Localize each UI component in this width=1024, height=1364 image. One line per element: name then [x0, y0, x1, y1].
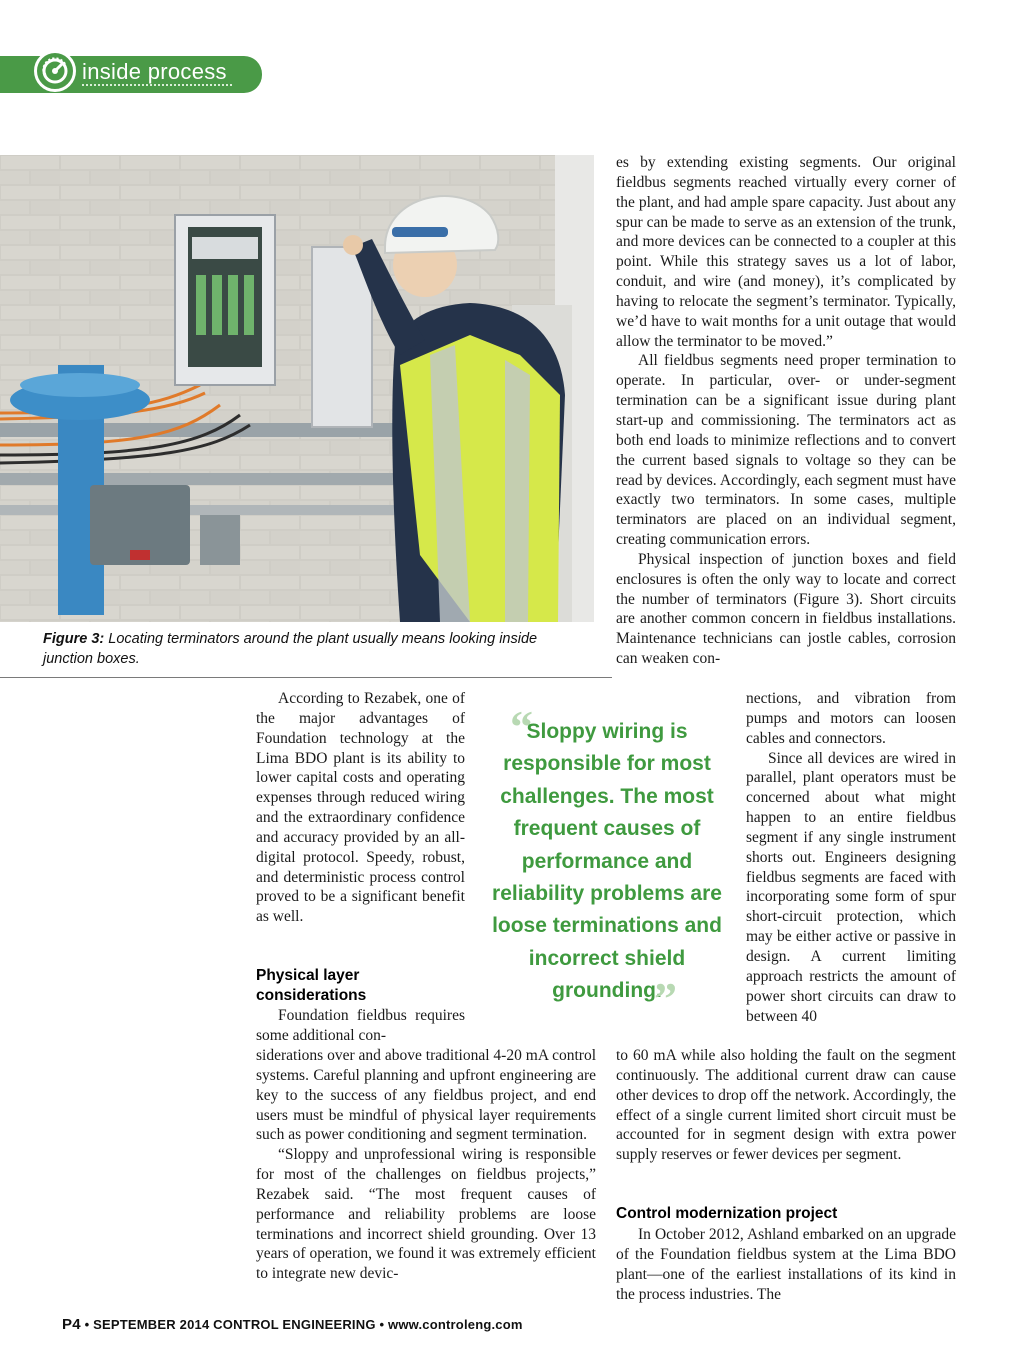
- page-number: P4: [62, 1316, 81, 1333]
- paragraph: to 60 mA while also holding the fault on the segment continuously. The additional current draw can cause other devices to drop off the network. Accordingly, the effect of a single current limited short circuit must be accounted for in segment design with extra power supply reserves or fewer devices per segment.: [616, 1047, 956, 1164]
- pull-quote: Sloppy wiring is responsible for most challenges. The most frequent causes of performance and reliability problems are loose terminations and incorrect shield grounding.: [492, 720, 722, 1003]
- right-column-final: [616, 1225, 956, 1304]
- page-footer: [62, 1316, 523, 1333]
- footer-separator: •: [379, 1317, 385, 1332]
- right-column-bottom: [616, 1046, 956, 1165]
- figure-label: Figure 3:: [43, 631, 105, 647]
- footer-separator: •: [84, 1317, 90, 1332]
- open-quote-icon: “: [510, 701, 533, 752]
- paragraph: In October 2012, Ashland embarked on an upgrade of the Foundation fieldbus system at the Lima BDO plant—one of the earliest installations of its kind in the process industries. The: [616, 1226, 956, 1303]
- close-quote-icon: ”: [654, 973, 677, 1024]
- left-column-continued: [256, 1006, 465, 1046]
- figure-photo: [0, 155, 594, 622]
- paragraph: nections, and vibration from pumps and motors can loosen cables and connectors.: [746, 690, 956, 747]
- subhead-physical-layer: Physical layer considerations: [256, 967, 367, 1004]
- paragraph: According to Rezabek, one of the major advantages of Foundation technology at the Lima BDO plant is its ability to lower capital costs and operating expenses through reduced wiring and the extraordinary confidence and accuracy provided by an all-digital protocol. Speedy, robust, and deterministic process control proved to be a significant benefit as well.: [256, 690, 465, 926]
- right-column-narrow: [746, 689, 956, 1026]
- figure-caption: [43, 630, 588, 669]
- paragraph: All fieldbus segments need proper termination to operate. In particular, over- or under-segment termination can be a significant issue during plant start-up and commissioning. The terminators act as both end loads to minimize reflections and to convert the current based signals to voltage so they can be read by devices. Accordingly, each segment must have exactly two terminators. In some cases, multiple terminators are placed on an individual segment, creating communication errors.: [616, 352, 956, 549]
- caption-divider: [0, 677, 612, 678]
- website-link[interactable]: www.controleng.com: [388, 1317, 523, 1332]
- section-underline: [82, 84, 232, 88]
- figure-caption-text: Locating terminators around the plant usually means looking inside junction boxes.: [43, 631, 538, 667]
- paragraph: es by extending existing segments. Our original fieldbus segments reached virtually every corner of the plant, and had ample spare capacity. Just about any spur can be made to serve as an extension of the trunk, and more devices can be connected to a coupler at this point. While this strategy saves us a lot of labor, conduit, and wire (and money), it’s complicated by having to relocate the segment’s terminator. Typically, we’d have to wait months for a unit outage that would allow the terminator to be moved.”: [616, 154, 956, 350]
- section-title: inside process: [82, 59, 227, 84]
- left-column-bottom: [256, 1046, 596, 1284]
- subhead-control-modernization: Control modernization project: [616, 1205, 838, 1222]
- paragraph: Since all devices are wired in parallel, plant operators must be concerned about what might happen to an entire fieldbus segment if any single instrument shorts out. Engineers designing fieldbus segments are faced with incorporating some form of spur short-circuit protection, which may be either active or passive in design. A current limiting approach restricts the amount of power short circuits can draw to between 40: [746, 749, 956, 1025]
- paragraph: Foundation fieldbus requires some additional con-: [256, 1007, 465, 1044]
- issue-label: SEPTEMBER 2014 CONTROL ENGINEERING: [93, 1317, 376, 1332]
- gauge-logo-icon: [34, 50, 76, 92]
- right-column-top: [616, 153, 956, 669]
- paragraph: siderations over and above traditional 4-20 mA control systems. Careful planning and upfront engineering are key to the success of any fieldbus project, and end users must be mindful of physical layer requirements such as power conditioning and segment termination.: [256, 1047, 596, 1144]
- paragraph: “Sloppy and unprofessional wiring is responsible for most of the challenges on fieldbus projects,” Rezabek said. “The most frequent causes of performance and reliability problems are loose terminations and incorrect shield grounding. Over 13 years of operation, we found it was extremely efficient to integrate new devic-: [256, 1146, 596, 1283]
- paragraph: Physical inspection of junction boxes and field enclosures is often the only way to locate and correct the number of terminators (Figure 3). Short circuits are another common concern in fieldbus installations. Maintenance technicians can jostle cables, corrosion can weaken con-: [616, 550, 956, 668]
- left-column-intro: [256, 689, 465, 927]
